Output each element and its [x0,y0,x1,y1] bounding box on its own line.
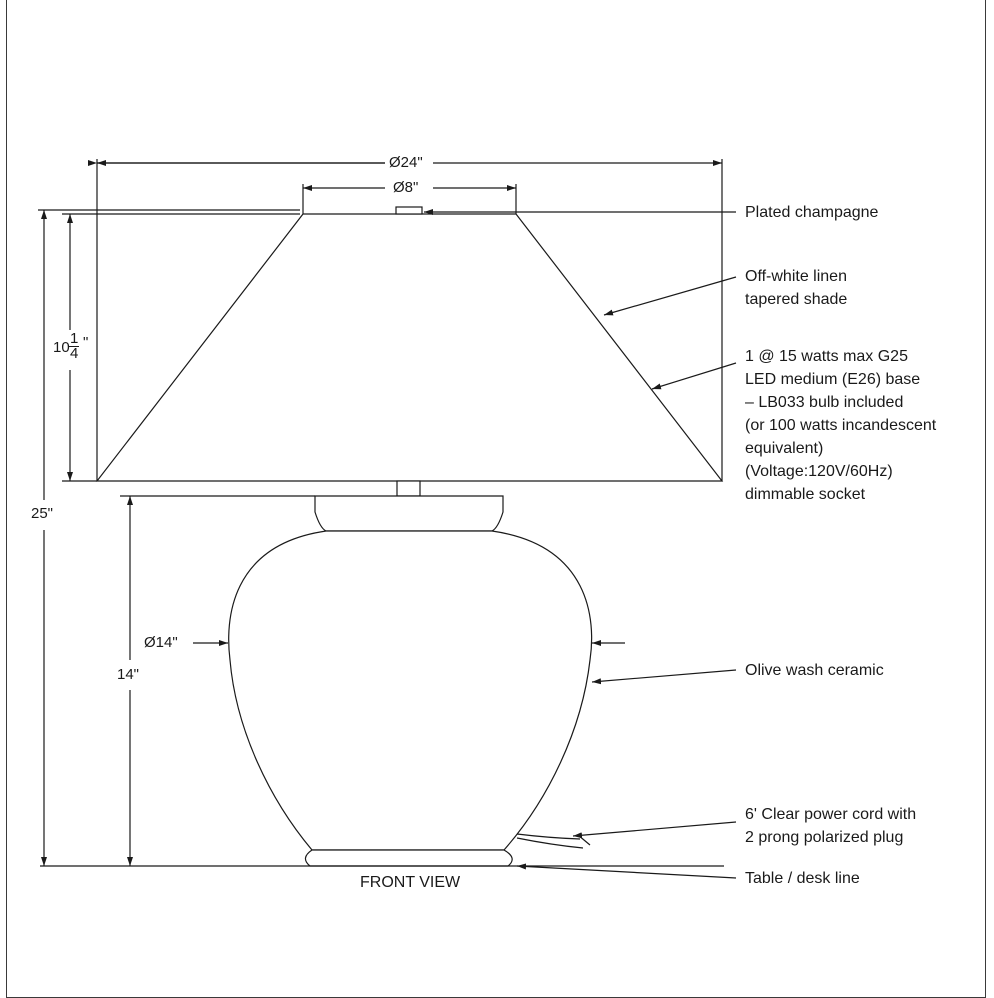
finial [396,207,422,214]
lamp-shade [97,214,722,481]
shade-height-denominator: 4 [70,345,79,362]
shade-height-whole: 10 [53,339,70,356]
callout-finial-line: Plated champagne [745,204,879,221]
callout-bulb-line: 1 @ 15 watts max G25 [745,348,908,365]
callout-cord-line: 6' Clear power cord with [745,806,917,823]
callout-body-line: Olive wash ceramic [745,662,884,679]
shade-diameter-dim: Ø24" [389,154,423,171]
base-height-dim: 14" [117,666,140,683]
base-collar [315,496,503,531]
callout-bulb-line: equivalent) [745,440,824,457]
callout-table [745,867,860,890]
callout-shade [745,265,847,311]
shade-height-inch: " [83,334,89,351]
callout-bulb-line: dimmable socket [745,486,866,503]
view-title: FRONT VIEW [360,874,461,891]
callout-bulb-line: (Voltage:120V/60Hz) [745,463,893,480]
lamp-neck [397,481,420,496]
shade-height-numerator: 1 [70,330,79,347]
callout-body [745,659,884,682]
callout-cord-line: 2 prong polarized plug [745,829,904,846]
shade-height-dim [52,332,92,368]
top-diameter-dim: Ø8" [393,179,419,196]
callout-bulb-line: LED medium (E26) base [745,371,921,388]
base-diameter-dim: Ø14" [144,634,178,651]
callout-table-line: Table / desk line [745,870,860,887]
callout-finial [745,201,878,224]
callout-bulb [745,345,936,506]
base-foot [305,850,512,866]
callout-bulb-line: – LB033 bulb included [745,394,904,411]
callout-cord [745,803,916,849]
ceramic-body [229,531,592,850]
overall-height-dim: 25" [31,505,54,522]
shade-height-fraction [69,332,79,361]
power-cord [517,834,590,848]
callout-shade-line: Off-white linen [745,268,847,285]
callout-bulb-line: (or 100 watts incandescent [745,417,937,434]
callout-shade-line: tapered shade [745,291,848,308]
